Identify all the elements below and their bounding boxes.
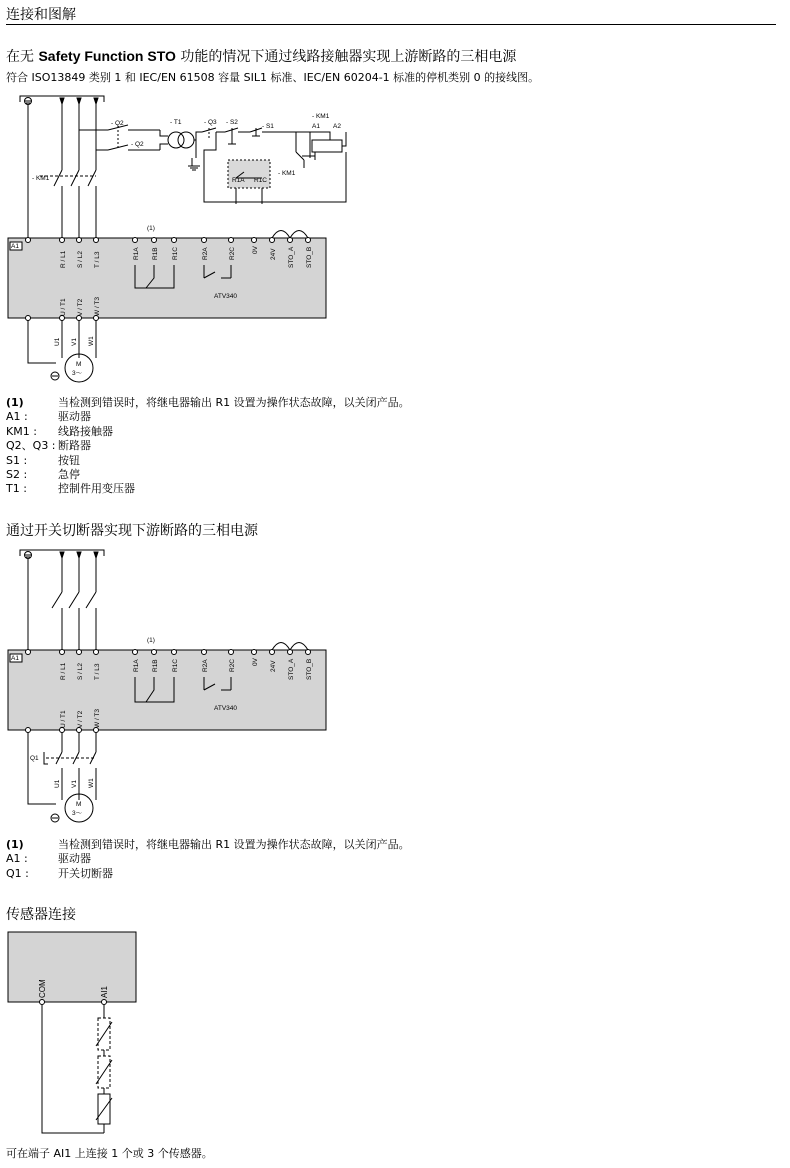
terminal-r1c: R1C <box>172 246 179 260</box>
wire-w1: W1 <box>88 778 95 788</box>
terminal-u-t1: U / T1 <box>60 710 67 728</box>
drive-a1-label: A1 <box>11 243 19 250</box>
wire-u1: U1 <box>54 337 61 346</box>
terminal-sto-a: STO_A <box>288 658 295 680</box>
wire-u1: U1 <box>54 779 61 788</box>
terminal-com: COM <box>38 979 47 998</box>
page-header: 连接和图解 <box>6 7 76 23</box>
terminal-0v: 0V <box>252 658 259 666</box>
wiring-diagram-switch-disconnector <box>0 542 360 832</box>
terminal-w-t3: W / T3 <box>94 296 101 316</box>
section2-title: 通过开关切断器实现下游断路的三相电源 <box>6 523 258 539</box>
label-s2: - S2 <box>226 119 238 126</box>
terminal-v-t2: V / T2 <box>77 298 84 316</box>
header-rule <box>6 24 776 25</box>
note-row: A1 : 驱动器 <box>6 410 91 424</box>
terminal-sto-b: STO_B <box>306 658 313 680</box>
label-a1-coil: A1 <box>312 123 320 130</box>
terminal-r1a: R1A <box>133 247 140 260</box>
section1-subtitle: 符合 ISO13849 类别 1 和 IEC/EN 61508 容量 SIL1 标准、IEC/EN 60204-1 标准的停机类别 0 的接线图。 <box>6 71 540 84</box>
motor-m: M <box>76 801 82 808</box>
sensor-wiring-diagram <box>0 928 150 1138</box>
note-row: Q1 : 开关切断器 <box>6 866 113 880</box>
terminal-sto-b: STO_B <box>306 246 313 268</box>
device-label: ATV340 <box>214 293 238 300</box>
drive-a1-label: A1 <box>11 655 19 662</box>
terminal-r-l1: R / L1 <box>60 662 67 680</box>
label-q1: Q1 <box>30 755 39 762</box>
device-label: ATV340 <box>214 705 238 712</box>
section2-notes <box>6 838 410 881</box>
terminal-s-l2: S / L2 <box>77 251 84 268</box>
terminal-s-l2: S / L2 <box>77 663 84 680</box>
wiring-diagram-line-contactor <box>0 88 360 388</box>
label-q3: - Q3 <box>204 119 217 126</box>
note-row: KM1 : 线路接触器 <box>6 424 113 438</box>
motor-m: M <box>76 361 82 368</box>
note-row: Q2、Q3 : 断路器 <box>6 439 91 453</box>
terminal-r-l1: R / L1 <box>60 250 67 268</box>
terminal-r2c: R2C <box>229 658 236 672</box>
motor-3ph: 3〜 <box>72 370 83 377</box>
wire-v1: V1 <box>71 338 78 346</box>
terminal-r1b: R1B <box>152 659 159 672</box>
label-r1c-box: R1C <box>254 177 268 184</box>
label-q2-a: - Q2 <box>111 120 124 127</box>
note-row: S1 : 按钮 <box>6 453 80 467</box>
terminal-v-t2: V / T2 <box>77 710 84 728</box>
note-row: T1 : 控制件用变压器 <box>6 482 135 496</box>
label-km1-contact: - KM1 <box>278 170 296 177</box>
note-row: S2 : 急停 <box>6 468 80 482</box>
terminal-t-l3: T / L3 <box>94 663 101 680</box>
wire-v1: V1 <box>71 780 78 788</box>
terminal-24v: 24V <box>270 660 277 672</box>
label-a2-coil: A2 <box>333 123 341 130</box>
motor-3ph: 3〜 <box>72 810 83 817</box>
terminal-ai1: AI1 <box>100 985 109 998</box>
terminal-24v: 24V <box>270 248 277 260</box>
terminal-r1a: R1A <box>133 659 140 672</box>
wire-w1: W1 <box>88 336 95 346</box>
terminal-w-t3: W / T3 <box>94 708 101 728</box>
terminal-u-t1: U / T1 <box>60 298 67 316</box>
terminal-0v: 0V <box>252 246 259 254</box>
note-marker: (1) <box>147 225 155 232</box>
terminal-sto-a: STO_A <box>288 246 295 268</box>
terminal-r1b: R1B <box>152 247 159 260</box>
note-marker: (1) <box>147 637 155 644</box>
label-t1: - T1 <box>170 119 182 126</box>
section3-footnote: 可在端子 AI1 上连接 1 个或 3 个传感器。 <box>6 1147 213 1160</box>
terminal-r1c: R1C <box>172 658 179 672</box>
note-row: A1 : 驱动器 <box>6 852 91 866</box>
section3-title: 传感器连接 <box>6 907 76 923</box>
terminal-r2c: R2C <box>229 246 236 260</box>
note-row: (1) 当检测到错误时，将继电器输出 R1 设置为操作状态故障，以关闭产品。 <box>6 838 410 851</box>
label-r1a-box: R1A <box>232 177 245 184</box>
section1-title: 在无 Safety Function STO 功能的情况下通过线路接触器实现上游断路的三相电源 <box>6 48 517 65</box>
section1-notes <box>6 396 410 497</box>
label-q2-b: - Q2 <box>131 141 144 148</box>
terminal-r2a: R2A <box>202 659 209 672</box>
terminal-r2a: R2A <box>202 247 209 260</box>
note-row: (1) 当检测到错误时，将继电器输出 R1 设置为操作状态故障，以关闭产品。 <box>6 396 410 409</box>
label-km1-coil: - KM1 <box>312 113 330 120</box>
terminal-t-l3: T / L3 <box>94 251 101 268</box>
label-km1-main: - KM1 <box>32 175 50 182</box>
label-s1: - S1 <box>262 123 274 130</box>
